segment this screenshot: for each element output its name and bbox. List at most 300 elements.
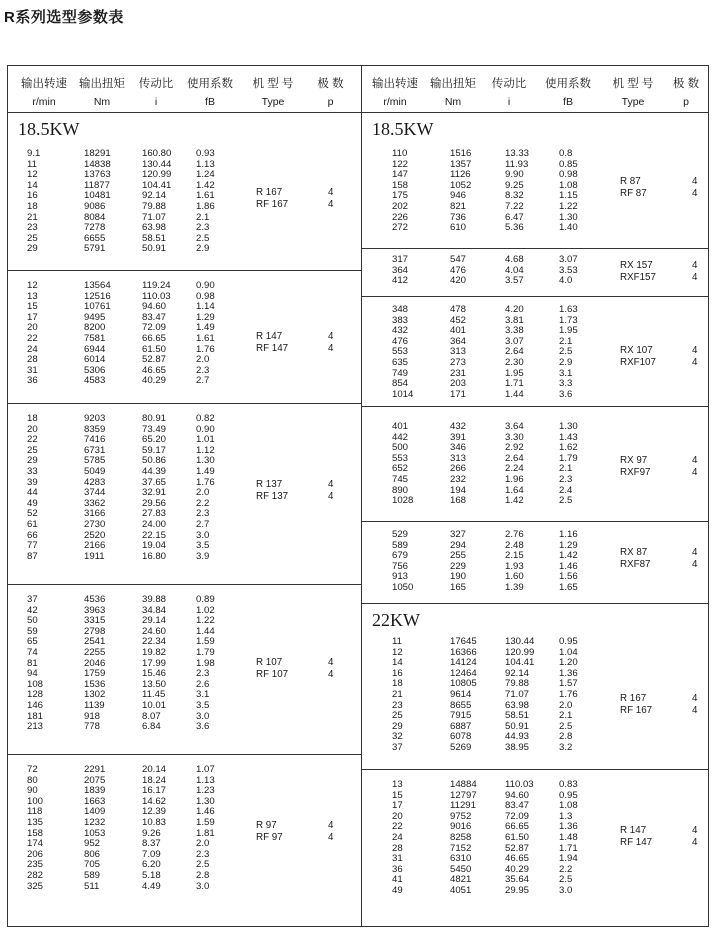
- speed-cell: 174: [27, 838, 44, 850]
- table-row: [362, 422, 709, 433]
- model-block: [362, 297, 709, 407]
- ratio-cell: 61.50: [142, 343, 167, 355]
- fb-cell: 1.13: [196, 158, 215, 170]
- torque-cell: 12464: [450, 667, 477, 679]
- ratio-cell: 2.30: [505, 356, 524, 368]
- fb-cell: 1.08: [559, 179, 578, 191]
- model-type: [256, 479, 288, 502]
- table-row: [8, 191, 361, 202]
- ratio-cell: 119.24: [142, 280, 171, 291]
- torque-cell: 3166: [84, 508, 106, 520]
- torque-cell: 5450: [450, 863, 472, 875]
- ratio-cell: 130.44: [142, 158, 172, 170]
- table-row: [8, 648, 361, 659]
- model-type-label: RF 137: [256, 490, 289, 502]
- ratio-cell: 120.99: [142, 169, 172, 181]
- table-row: [362, 822, 709, 833]
- fb-cell: 2.1: [559, 710, 573, 722]
- torque-cell: 1409: [84, 806, 106, 818]
- fb-cell: 1.42: [196, 179, 215, 191]
- fb-cell: 2.0: [196, 838, 210, 850]
- table-row: [8, 313, 361, 324]
- poles-value: 4: [328, 490, 334, 502]
- poles-value: 4: [328, 342, 334, 354]
- ratio-cell: 10.83: [142, 816, 167, 828]
- fb-cell: 3.07: [559, 254, 578, 265]
- ratio-cell: 1.96: [505, 473, 524, 485]
- speed-cell: 49: [392, 884, 403, 896]
- speed-cell: 21: [392, 688, 403, 700]
- torque-cell: 10805: [450, 678, 477, 690]
- speed-cell: 36: [27, 375, 38, 387]
- fb-cell: 2.5: [196, 859, 210, 871]
- torque-cell: 2075: [84, 774, 106, 786]
- speed-cell: 32: [392, 731, 403, 743]
- speed-cell: 202: [392, 200, 409, 212]
- torque-cell: 821: [450, 200, 467, 212]
- speed-cell: 61: [27, 518, 38, 530]
- table-row: [362, 562, 709, 573]
- torque-cell: 2291: [84, 764, 106, 775]
- ratio-cell: 38.95: [505, 741, 530, 753]
- torque-cell: 6731: [84, 444, 106, 456]
- header-poles: 极 数: [317, 78, 344, 90]
- ratio-cell: 17.99: [142, 657, 167, 669]
- fb-cell: 3.1: [196, 689, 210, 701]
- speed-cell: 18: [27, 413, 38, 424]
- speed-cell: 652: [392, 463, 409, 475]
- model-type: [620, 260, 656, 283]
- table-row: [362, 454, 709, 465]
- torque-cell: 1302: [84, 689, 106, 701]
- poles: [328, 479, 333, 502]
- torque-cell: 1052: [450, 179, 472, 191]
- fb-cell: 1.3: [559, 810, 573, 822]
- speed-cell: 226: [392, 211, 409, 223]
- speed-cell: 890: [392, 484, 409, 496]
- model-block: [8, 755, 361, 927]
- ratio-cell: 3.38: [505, 325, 524, 337]
- table-row: [8, 722, 361, 733]
- speed-cell: 282: [27, 869, 44, 881]
- table-row: [362, 875, 709, 886]
- speed-cell: 147: [392, 169, 409, 181]
- speed-cell: 181: [27, 710, 44, 722]
- table-row: [362, 337, 709, 348]
- speed-cell: 50: [27, 615, 38, 627]
- ratio-cell: 37.65: [142, 476, 167, 488]
- table-row: [362, 854, 709, 865]
- fb-cell: 1.86: [196, 200, 215, 212]
- model-block: [8, 113, 361, 271]
- speed-cell: 20: [27, 423, 38, 435]
- fb-cell: 1.79: [559, 452, 578, 464]
- fb-cell: 3.3: [559, 378, 573, 390]
- torque-cell: 294: [450, 539, 467, 551]
- table-row: [362, 160, 709, 171]
- torque-cell: 14884: [450, 779, 477, 790]
- fb-cell: 1.42: [559, 550, 578, 562]
- speed-cell: 13: [392, 779, 403, 790]
- fb-cell: 2.6: [196, 678, 210, 690]
- fb-cell: 2.5: [559, 720, 573, 732]
- torque-cell: 4051: [450, 884, 472, 896]
- model-type-label: R 167: [256, 187, 283, 198]
- ratio-cell: 110.03: [142, 290, 171, 302]
- speed-cell: 66: [27, 529, 38, 541]
- ratio-cell: 1.60: [505, 571, 524, 583]
- table-row: [362, 390, 709, 401]
- ratio-cell: 16.80: [142, 550, 167, 562]
- fb-cell: 0.95: [559, 789, 578, 801]
- speed-cell: 110: [392, 148, 408, 159]
- table-row: [362, 379, 709, 390]
- torque-cell: 313: [450, 346, 467, 358]
- speed-cell: 80: [27, 774, 38, 786]
- table-row: [362, 722, 709, 733]
- model-block: [362, 113, 709, 249]
- fb-cell: 1.71: [559, 842, 578, 854]
- table-row: [362, 149, 709, 160]
- ratio-cell: 9.90: [505, 169, 524, 181]
- data-rows: [8, 414, 361, 562]
- table-row: [8, 829, 361, 840]
- fb-cell: 2.0: [196, 354, 210, 366]
- poles: [692, 547, 697, 570]
- model-type-label: R 97: [256, 820, 277, 831]
- fb-cell: 2.3: [196, 364, 210, 376]
- ratio-cell: 12.39: [142, 806, 167, 818]
- model-type-label: RF 147: [620, 836, 653, 848]
- speed-cell: 28: [392, 842, 403, 854]
- ratio-cell: 130.44: [505, 636, 535, 647]
- header-ratio: 传动比: [491, 78, 527, 90]
- ratio-cell: 39.88: [142, 594, 167, 605]
- speed-cell: 39: [27, 476, 38, 488]
- torque-cell: 7416: [84, 434, 106, 446]
- model-type-label: RXF157: [620, 271, 656, 283]
- data-rows: [8, 595, 361, 733]
- model-type-label: RX 157: [620, 260, 653, 271]
- ratio-cell: 7.09: [142, 848, 161, 860]
- speed-cell: 553: [392, 346, 409, 358]
- model-type-label: RXF87: [620, 558, 651, 570]
- table-row: [8, 616, 361, 627]
- table-row: [362, 266, 709, 277]
- fb-cell: 2.1: [196, 211, 210, 223]
- torque-cell: 2046: [84, 657, 106, 669]
- torque-cell: 401: [450, 325, 467, 337]
- unit-ratio: i: [507, 96, 511, 108]
- speed-cell: 348: [392, 304, 409, 315]
- fb-cell: 0.90: [196, 280, 215, 291]
- poles-value: 4: [328, 668, 334, 680]
- ratio-cell: 3.30: [505, 431, 524, 443]
- table-row: [8, 281, 361, 292]
- table-row: [362, 637, 709, 648]
- fb-cell: 3.0: [196, 880, 210, 892]
- torque-cell: 2730: [84, 518, 106, 530]
- table-row: [8, 659, 361, 670]
- speed-cell: 529: [392, 529, 409, 540]
- speed-cell: 59: [27, 625, 38, 637]
- fb-cell: 0.85: [559, 158, 578, 170]
- selection-table: [7, 65, 709, 927]
- ratio-cell: 13.33: [505, 148, 530, 159]
- speed-cell: 41: [392, 874, 403, 886]
- speed-cell: 401: [392, 421, 409, 432]
- ratio-cell: 27.83: [142, 508, 167, 520]
- speed-cell: 128: [27, 689, 44, 701]
- poles-value: 4: [692, 693, 698, 704]
- table-row: [8, 712, 361, 723]
- speed-cell: 12: [27, 280, 38, 291]
- speed-cell: 383: [392, 314, 409, 326]
- poles-value: 4: [692, 271, 698, 283]
- table-row: [362, 202, 709, 213]
- torque-cell: 9203: [84, 413, 106, 424]
- speed-cell: 28: [27, 354, 38, 366]
- speed-cell: 24: [27, 343, 38, 355]
- torque-cell: 511: [84, 880, 100, 892]
- torque-cell: 13564: [84, 280, 111, 291]
- table-row: [8, 680, 361, 691]
- torque-cell: 2255: [84, 646, 106, 658]
- fb-cell: 3.53: [559, 264, 578, 276]
- model-block: [362, 522, 709, 604]
- table-row: [362, 213, 709, 224]
- model-type-label: RF 167: [620, 704, 653, 716]
- torque-cell: 255: [450, 550, 467, 562]
- fb-cell: 3.2: [559, 741, 573, 753]
- table-row: [362, 326, 709, 337]
- torque-cell: 1536: [84, 678, 106, 690]
- poles-value: 4: [328, 657, 334, 668]
- torque-cell: 17645: [450, 636, 477, 647]
- table-row: [8, 342, 361, 356]
- unit-speed: r/min: [32, 96, 56, 108]
- model-type-label: RF 167: [256, 198, 289, 210]
- speed-cell: 81: [27, 657, 38, 669]
- speed-cell: 854: [392, 378, 409, 390]
- torque-cell: 3963: [84, 604, 106, 616]
- speed-cell: 14: [392, 657, 403, 669]
- fb-cell: 1.48: [559, 831, 578, 843]
- model-type: [620, 693, 652, 716]
- torque-cell: 203: [450, 378, 467, 390]
- model-block: [8, 585, 361, 755]
- table-row: [8, 213, 361, 224]
- poles: [692, 455, 697, 478]
- speed-cell: 24: [392, 831, 403, 843]
- speed-cell: 74: [27, 646, 38, 658]
- fb-cell: 2.8: [196, 869, 210, 881]
- table-row: [8, 871, 361, 882]
- torque-cell: 8084: [84, 211, 106, 223]
- speed-cell: 118: [27, 806, 43, 818]
- fb-cell: 3.0: [559, 884, 573, 896]
- fb-cell: 1.61: [196, 332, 215, 344]
- fb-cell: 2.5: [559, 346, 573, 358]
- torque-cell: 7152: [450, 842, 472, 854]
- torque-cell: 16366: [450, 646, 477, 658]
- torque-cell: 273: [450, 356, 467, 368]
- fb-cell: 1.73: [559, 314, 578, 326]
- speed-cell: 17: [392, 800, 403, 812]
- table-row: [362, 711, 709, 722]
- fb-cell: 2.2: [196, 497, 210, 509]
- fb-cell: 1.22: [196, 615, 215, 627]
- table-row: [8, 170, 361, 181]
- torque-cell: 10481: [84, 190, 111, 202]
- header-speed: 输出转速: [372, 78, 418, 90]
- fb-cell: 1.29: [196, 311, 215, 323]
- table-row: [8, 334, 361, 345]
- torque-cell: 12516: [84, 290, 111, 302]
- speed-cell: 29: [392, 720, 403, 732]
- speed-cell: 15: [392, 789, 403, 801]
- torque-cell: 6944: [84, 343, 106, 355]
- torque-cell: 1053: [84, 827, 106, 839]
- ratio-cell: 73.49: [142, 423, 167, 435]
- speed-cell: 23: [392, 699, 403, 711]
- ratio-cell: 32.91: [142, 487, 167, 499]
- unit-poles: p: [683, 96, 689, 108]
- model-type: [256, 820, 283, 843]
- poles-value: 4: [692, 356, 698, 368]
- fb-cell: 1.62: [559, 442, 578, 454]
- ratio-cell: 110.03: [505, 779, 534, 790]
- ratio-cell: 1.95: [505, 367, 524, 379]
- torque-cell: 420: [450, 275, 467, 287]
- table-row: [362, 170, 709, 181]
- fb-cell: 1.43: [559, 431, 578, 443]
- table-row: [8, 627, 361, 638]
- table-row: [362, 496, 709, 507]
- table-row: [362, 648, 709, 659]
- fb-cell: 1.56: [559, 571, 578, 583]
- torque-cell: 705: [84, 859, 101, 871]
- power-rating: 18.5KW: [18, 119, 80, 139]
- speed-cell: 206: [27, 848, 44, 860]
- speed-cell: 913: [392, 571, 409, 583]
- poles: [692, 693, 697, 716]
- speed-cell: 31: [27, 364, 38, 376]
- fb-cell: 0.95: [559, 636, 578, 647]
- speed-cell: 11: [27, 158, 37, 170]
- poles: [328, 657, 333, 680]
- model-type: [620, 825, 652, 848]
- model-type-label: R 87: [620, 176, 641, 187]
- ratio-cell: 15.46: [142, 668, 167, 680]
- ratio-cell: 9.26: [142, 827, 161, 839]
- torque-cell: 946: [450, 190, 467, 202]
- torque-cell: 165: [450, 581, 467, 593]
- ratio-cell: 4.49: [142, 880, 161, 892]
- torque-cell: 4536: [84, 594, 106, 605]
- table-row: [362, 276, 709, 287]
- ratio-cell: 4.68: [505, 254, 524, 265]
- table-row: [8, 446, 361, 457]
- torque-cell: 190: [450, 571, 467, 583]
- fb-cell: 1.30: [559, 421, 578, 432]
- torque-cell: 266: [450, 463, 467, 475]
- table-row: [362, 780, 709, 791]
- torque-cell: 478: [450, 304, 467, 315]
- table-row: [8, 637, 361, 648]
- model-type: [620, 455, 651, 478]
- ratio-cell: 92.14: [505, 667, 530, 679]
- table-row: [8, 366, 361, 377]
- table-row: [8, 839, 361, 850]
- ratio-cell: 50.86: [142, 455, 167, 467]
- torque-cell: 6078: [450, 731, 472, 743]
- data-rows: [362, 422, 709, 507]
- speed-cell: 442: [392, 431, 409, 443]
- ratio-cell: 66.65: [505, 821, 530, 833]
- torque-cell: 14124: [450, 657, 477, 669]
- model-type: [620, 345, 656, 368]
- torque-cell: 952: [84, 838, 101, 850]
- table-row: [362, 701, 709, 712]
- model-type-label: RX 97: [620, 455, 648, 466]
- torque-cell: 313: [450, 452, 467, 464]
- torque-cell: 8200: [84, 322, 106, 334]
- model-type-label: RX 87: [620, 547, 648, 558]
- model-type-label: R 137: [256, 479, 283, 490]
- ratio-cell: 79.88: [505, 678, 530, 690]
- data-rows: [8, 149, 361, 255]
- ratio-cell: 44.39: [142, 465, 167, 477]
- fb-cell: 1.01: [196, 434, 215, 446]
- fb-cell: 3.0: [196, 710, 210, 722]
- fb-cell: 1.61: [196, 190, 215, 202]
- poles-value: 4: [328, 331, 334, 342]
- table-row: [362, 690, 709, 701]
- ratio-cell: 52.87: [142, 354, 167, 366]
- torque-cell: 1663: [84, 795, 106, 807]
- speed-cell: 500: [392, 442, 409, 454]
- speed-cell: 1050: [392, 581, 414, 593]
- fb-cell: 3.5: [196, 699, 210, 711]
- ratio-cell: 1.44: [505, 388, 524, 400]
- speed-cell: 33: [27, 465, 38, 477]
- speed-cell: 52: [27, 508, 38, 520]
- model-type-label: RXF107: [620, 356, 656, 368]
- speed-cell: 13: [27, 290, 38, 302]
- speed-cell: 16: [27, 190, 38, 202]
- model-type-label: RF 97: [256, 831, 283, 843]
- fb-cell: 3.5: [196, 540, 210, 552]
- ratio-cell: 1.39: [505, 581, 524, 593]
- table-row: [8, 488, 361, 499]
- torque-cell: 9016: [450, 821, 472, 833]
- ratio-cell: 2.76: [505, 529, 524, 540]
- ratio-cell: 19.82: [142, 646, 167, 658]
- speed-cell: 18: [27, 200, 38, 212]
- model-block: [8, 271, 361, 404]
- model-type-label: RXF97: [620, 466, 651, 478]
- speed-cell: 432: [392, 325, 409, 337]
- speed-cell: 21: [27, 211, 38, 223]
- torque-cell: 12797: [450, 789, 477, 801]
- torque-cell: 232: [450, 473, 467, 485]
- ratio-cell: 11.93: [505, 158, 529, 170]
- torque-cell: 918: [84, 710, 101, 722]
- speed-cell: 158: [27, 827, 44, 839]
- header-fb: 使用系数: [187, 78, 233, 90]
- speed-cell: 11: [392, 636, 402, 647]
